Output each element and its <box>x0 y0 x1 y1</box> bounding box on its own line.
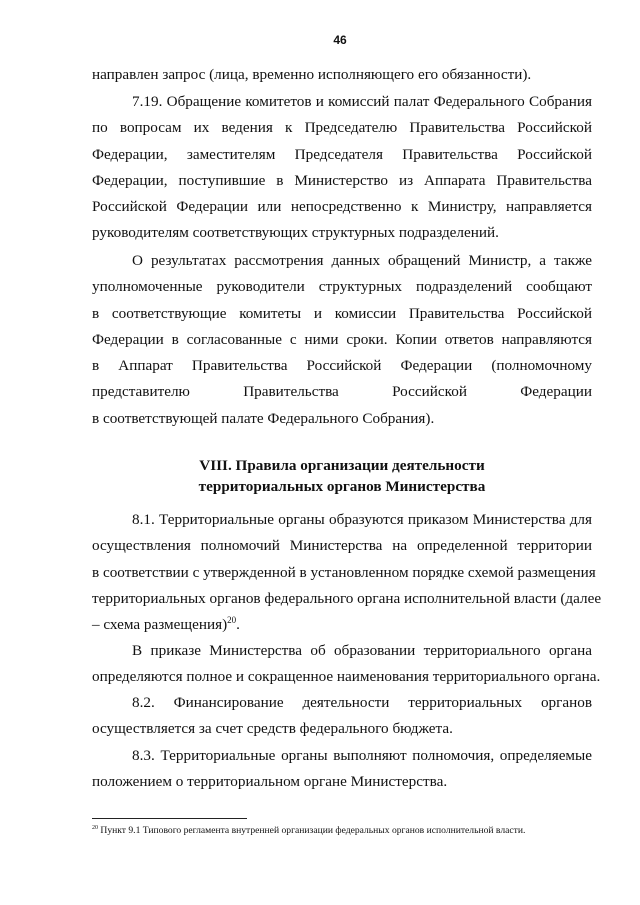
paragraph-8-2 <box>92 690 592 743</box>
paragraph-8-3 <box>92 743 592 796</box>
text-fragment: . <box>236 616 240 634</box>
text-line: представителю Правительства Российской Федерации <box>92 383 592 401</box>
text-line: руководителям соответствующих структурных подразделений. <box>92 224 499 242</box>
heading-line-1: VIII. Правила организации деятельности <box>199 457 485 474</box>
section-heading <box>92 455 592 497</box>
footnote-mark: 20 <box>92 824 98 831</box>
text-line <box>92 612 592 638</box>
text-line: по вопросам их ведения к Председателю Правительства Российской <box>92 119 592 137</box>
text-line: 8.3. Территориальные органы выполняют полномочия, определяемые <box>132 747 592 764</box>
text-line: в соответствии с утвержденной в установленном порядке схемой размещения <box>92 563 596 581</box>
text-line: положением о территориальном органе Министерства. <box>92 773 448 791</box>
text-line: В приказе Министерства об образовании территориального органа <box>132 642 592 659</box>
text-line: Федерации, поступившие в Министерство из Аппарата Правительства <box>92 171 592 189</box>
text-line: в Аппарат Правительства Российской Федерации (полномочному <box>92 357 592 375</box>
page-number: 46 <box>333 33 347 47</box>
paragraph-results <box>92 248 592 432</box>
text-line: 8.1. Территориальные органы образуются приказом Министерства для <box>132 511 592 528</box>
text-line: уполномоченные руководители структурных подразделений сообщают <box>92 278 592 296</box>
text-line: направлен запрос (лица, временно исполняющего его обязанности). <box>92 66 532 83</box>
text-line: осуществления полномочий Министерства на определенной территории <box>92 537 592 555</box>
text-line: в соответствующей палате Федерального Собрания). <box>92 409 435 427</box>
footnote-text: Пункт 9.1 Типового регламента внутренней организации федеральных органов исполнительной власти. <box>98 825 526 836</box>
heading-line-2: территориальных органов Министерства <box>198 478 486 495</box>
paragraph-7-19 <box>92 89 592 247</box>
paragraph-8-1 <box>92 507 602 638</box>
text-line: Российской Федерации или непосредственно к Министру, направляется <box>92 198 592 216</box>
text-line: Федерации в согласованные с ними сроки. Копии ответов направляются <box>92 330 592 348</box>
text-line: 8.2. Финансирование деятельности территориальных органов <box>132 694 592 711</box>
text-line: О результатах рассмотрения данных обращений Министр, а также <box>132 252 592 269</box>
text-line: осуществляется за счет средств федерального бюджета. <box>92 720 453 738</box>
text-line: территориальных органов федерального органа исполнительной власти (далее <box>92 589 602 607</box>
paragraph-continuation <box>92 62 592 88</box>
footnote-reference: 20 <box>227 615 237 626</box>
footnote-divider <box>92 818 247 819</box>
footnote <box>92 825 602 837</box>
text-line: Федерации, заместителям Председателя Правительства Российской <box>92 145 592 163</box>
text-fragment: – схема размещения) <box>92 616 228 634</box>
text-line: в соответствующие комитеты и комиссии Правительства Российской <box>92 304 592 322</box>
paragraph-order <box>92 638 601 691</box>
text-line: 7.19. Обращение комитетов и комиссий палат Федерального Собрания <box>132 93 592 110</box>
text-line: определяются полное и сокращенное наименования территориального органа. <box>92 668 601 686</box>
